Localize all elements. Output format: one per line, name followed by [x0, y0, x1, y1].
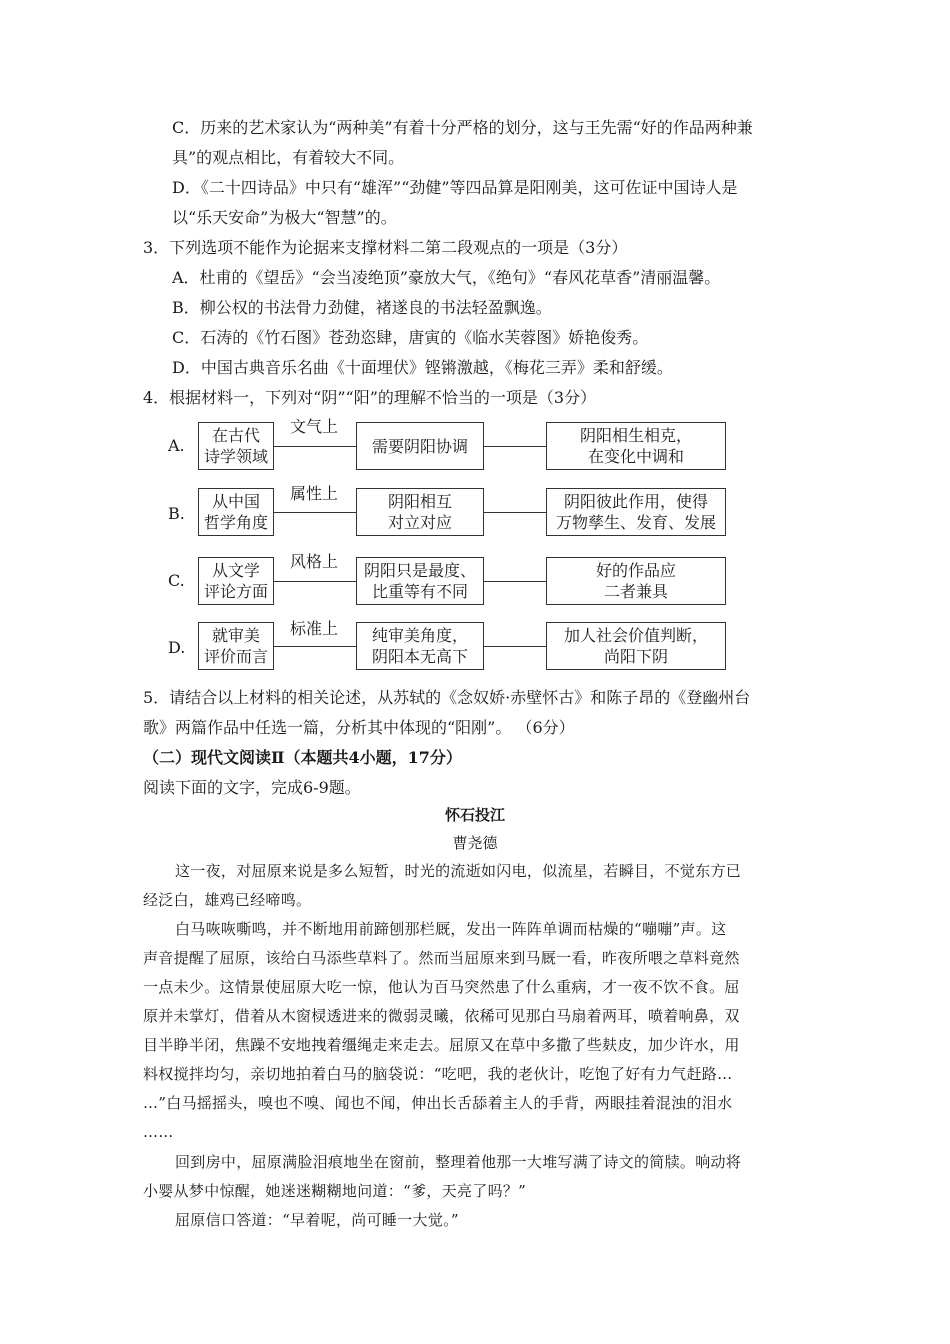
q4-row-b-connector-label: 属性上 [290, 484, 339, 503]
paragraph-line: 原并未掌灯，借着从木窗棂透进来的微弱灵曦，依稀可见那白马扇着两耳，喷着响鼻，双 [143, 1007, 740, 1025]
q2-option-d-line2: 以“乐天安命”为极大“智慧”的。 [172, 208, 397, 227]
paragraph-line: 白马咴咴嘶鸣，并不断地用前蹄刨那栏厩，发出一阵阵单调而枯燥的“嘣嘣”声。这 [175, 920, 727, 938]
q4-row-c-box3: 好的作品应 二者兼具 [546, 557, 726, 605]
q4-row-d-box3: 加人社会价值判断， 尚阳下阴 [546, 622, 726, 670]
q4-row-a-box3: 阴阳相生相克， 在变化中调和 [546, 422, 726, 470]
paragraph-line: 经泛白，雄鸡已经啼鸣。 [143, 891, 312, 909]
q5-stem-line2: 歌》两篇作品中任选一篇，分析其中体现的“阳刚”。 （6分） [143, 718, 575, 737]
section-heading: （二）现代文阅读Ⅱ（本题共4小题，17分） [143, 748, 462, 767]
article-paragraph-1 [143, 857, 803, 915]
paragraph-line: 料权搅拌均匀，亲切地拍着白马的脑袋说：“吃吧，我的老伙计，吃饱了好有力气赶路… [143, 1065, 733, 1083]
q4-row-a-arrow-line [484, 446, 546, 447]
q4-row-c-connector-line [274, 581, 356, 582]
q3-stem: 3．下列选项不能作为论据来支撑材料二第二段观点的一项是（3分） [143, 238, 628, 257]
paragraph-line: 回到房中，屈原满脸泪痕地坐在窗前，整理着他那一大堆写满了诗文的简牍。响动将 [175, 1153, 742, 1171]
article-paragraph-4 [143, 1206, 803, 1235]
paragraph-line: 声音提醒了屈原，该给白马添些草料了。然而当屈原来到马厩一看，昨夜所喂之草料竟然 [143, 949, 740, 967]
q4-row-b-box2: 阴阳相互 对立对应 [356, 488, 484, 536]
q4-row-d-connector-line [274, 646, 356, 647]
paragraph-line: 小婴从梦中惊醒，她迷迷糊糊地问道：“爹，天亮了吗？” [143, 1182, 527, 1200]
q3-option-a: A．杜甫的《望岳》“会当凌绝顶”豪放大气，《绝句》“春风花草香”清丽温馨。 [172, 268, 721, 287]
paragraph-line: 目半睁半闭，焦躁不安地拽着缰绳走来走去。屈原又在草中多撒了些麸皮，加少许水，用 [143, 1036, 740, 1054]
article-paragraph-2 [143, 915, 803, 1147]
paragraph-line: 这一夜，对屈原来说是多么短暂，时光的流逝如闪电，似流星，若瞬目，不觉东方已 [175, 862, 742, 880]
section-instruction: 阅读下面的文字，完成6-9题。 [143, 778, 361, 797]
paragraph-line: …… [143, 1123, 174, 1141]
q5-stem-line1: 5．请结合以上材料的相关论述，从苏轼的《念奴娇·赤壁怀古》和陈子昂的《登幽州台 [143, 688, 751, 707]
article-title: 怀石投江 [444, 806, 505, 824]
q3-option-b: B．柳公权的书法骨力劲健，褚遂良的书法轻盈飘逸。 [172, 298, 552, 317]
paragraph-line: 一点未少。这情景使屈原大吃一惊，他认为百马突然患了什么重病，才一夜不饮不食。屈 [143, 978, 740, 996]
article-paragraph-3 [143, 1148, 803, 1206]
q4-row-c-arrow-line [484, 581, 546, 582]
paragraph-line: …”白马摇摇头，嗅也不嗅、闻也不闻，伸出长舌舔着主人的手背，两眼挂着混浊的泪水 [143, 1094, 733, 1112]
q4-row-d-box1: 就审美 评价而言 [198, 622, 274, 670]
q3-option-d: D．中国古典音乐名曲《十面埋伏》铿锵激越，《梅花三弄》柔和舒缓。 [172, 358, 673, 377]
q4-row-d-arrow-line [484, 646, 546, 647]
q4-stem: 4．根据材料一，下列对“阴”“阳”的理解不恰当的一项是（3分） [143, 388, 597, 407]
q4-row-b-connector-line [274, 512, 356, 513]
q2-option-d-line1: D．《二十四诗品》中只有“雄浑”“劲健”等四品算是阳刚美，这可佐证中国诗人是 [172, 178, 738, 197]
q2-option-c-line2: 具”的观点相比，有着较大不同。 [172, 148, 405, 167]
q3-option-c: C．石涛的《竹石图》苍劲恣肆，唐寅的《临水芙蓉图》娇艳俊秀。 [172, 328, 649, 347]
q4-row-c-box1: 从文学 评论方面 [198, 557, 274, 605]
q4-row-d-connector-label: 标准上 [290, 619, 339, 638]
article-author: 曹尧德 [452, 834, 498, 852]
paragraph-line: 屈原信口答道：“早着呢，尚可睡一大觉。” [175, 1211, 459, 1229]
q4-row-a-connector-line [274, 446, 356, 447]
q4-row-b-box1: 从中国 哲学角度 [198, 488, 274, 536]
q4-row-d-box2: 纯审美角度， 阴阳本无高下 [356, 622, 484, 670]
q4-row-a-label: A. [168, 436, 185, 455]
q4-row-d-label: D. [168, 638, 186, 657]
q2-option-c-line1: C．历来的艺术家认为“两种美”有着十分严格的划分，这与王先需“好的作品两种兼 [172, 118, 753, 137]
q4-row-c-connector-label: 风格上 [290, 552, 339, 571]
q4-row-a-connector-label: 文气上 [290, 417, 339, 436]
q4-row-c-box2: 阴阳只是最度、 比重等有不同 [356, 557, 484, 605]
q4-row-a-box2: 需要阴阳协调 [356, 422, 484, 470]
q4-row-a-box1: 在古代 诗学领域 [198, 422, 274, 470]
q4-row-c-label: C. [168, 571, 185, 590]
q4-row-b-arrow-line [484, 512, 546, 513]
q4-row-b-box3: 阴阳彼此作用，使得 万物孳生、发育、发展 [546, 488, 726, 536]
q4-row-b-label: B. [168, 504, 185, 523]
